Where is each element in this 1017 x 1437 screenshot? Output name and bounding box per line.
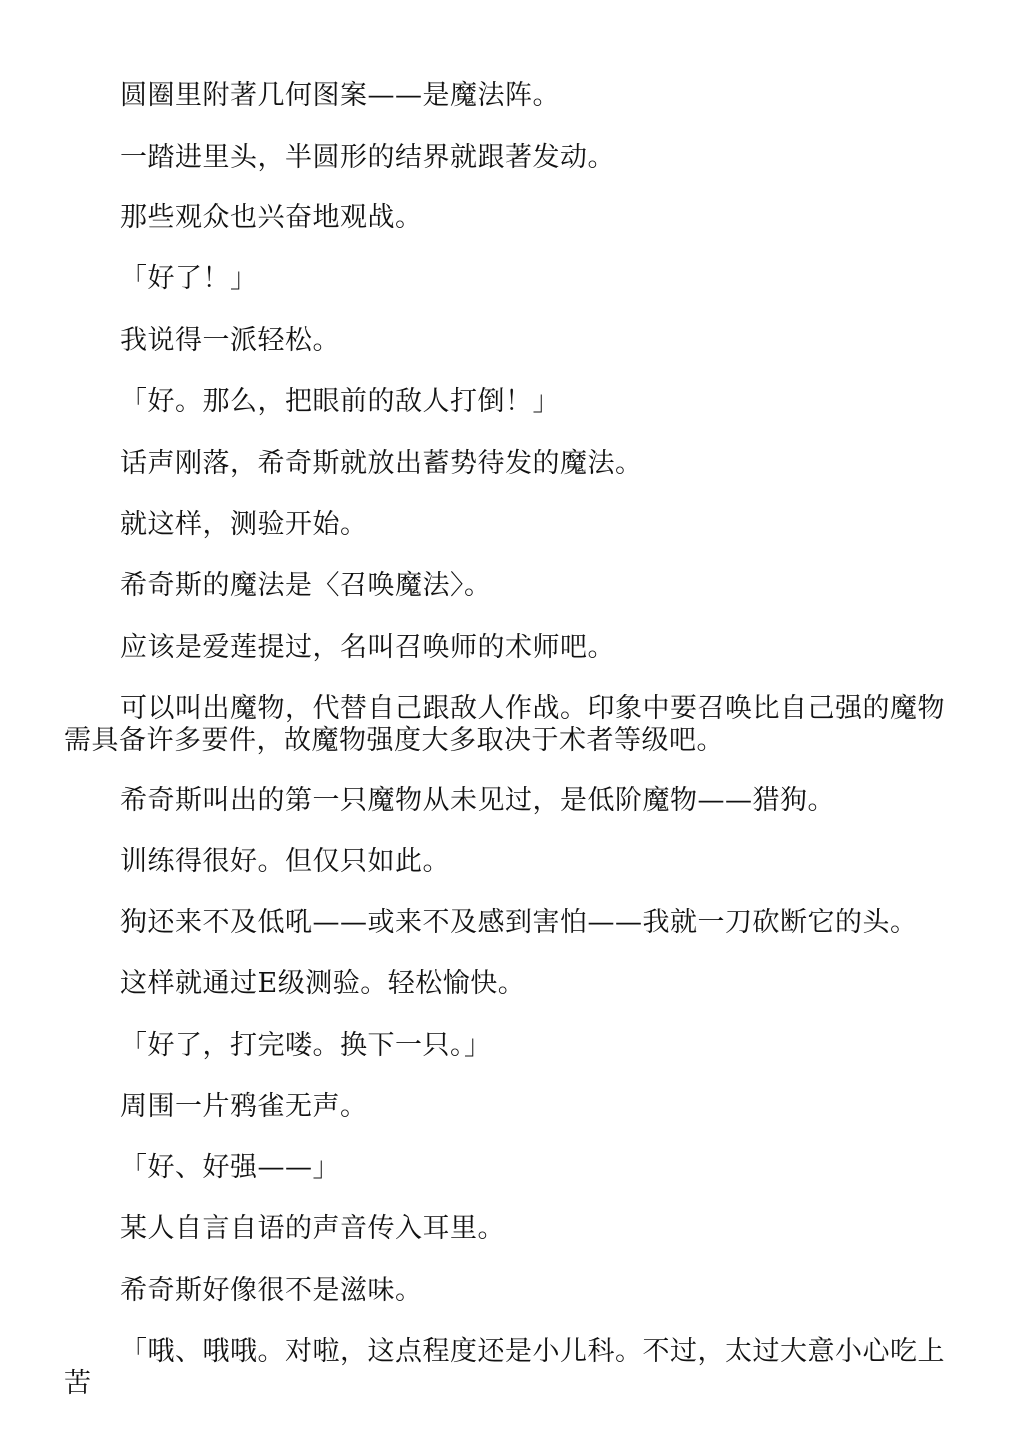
paragraph: 某人自言自语的声音传入耳里。: [120, 1213, 505, 1244]
paragraph: 那些观众也兴奋地观战。: [120, 202, 423, 233]
paragraph: 希奇斯的魔法是〈召唤魔法〉。: [120, 570, 492, 601]
paragraph: 我说得一派轻松。: [120, 325, 340, 356]
paragraph: 「好了！」: [120, 263, 258, 294]
paragraph: 「哦、哦哦。对啦，这点程度还是小儿科。不过，太过大意小心吃上苦: [64, 1336, 945, 1399]
paragraph: 就这样，测验开始。: [120, 509, 368, 540]
paragraph: 周围一片鸦雀无声。: [120, 1091, 368, 1122]
paragraph: 可以叫出魔物，代替自己跟敌人作战。印象中要召唤比自己强的魔物需具备许多要件，故魔物强度大多取决于术者等级吧。: [64, 693, 945, 756]
paragraph: 话声刚落，希奇斯就放出蓄势待发的魔法。: [120, 448, 643, 479]
paragraph: 「好。那么，把眼前的敌人打倒！」: [120, 386, 560, 417]
paragraph: 「好、好强——」: [120, 1152, 340, 1183]
paragraph: 圆圈里附著几何图案——是魔法阵。: [120, 80, 560, 111]
paragraph: 训练得很好。但仅只如此。: [120, 846, 450, 877]
paragraph: 「好了，打完喽。换下一只。」: [120, 1030, 492, 1061]
paragraph: 应该是爱莲提过，名叫召唤师的术师吧。: [120, 632, 615, 663]
paragraph: 狗还来不及低吼——或来不及感到害怕——我就一刀砍断它的头。: [120, 907, 918, 938]
paragraph: 希奇斯好像很不是滋味。: [120, 1275, 423, 1306]
paragraph: 希奇斯叫出的第一只魔物从未见过，是低阶魔物——猎狗。: [120, 785, 835, 816]
paragraph: 这样就通过E级测验。轻松愉快。: [120, 968, 526, 999]
paragraph: 一踏进里头，半圆形的结界就跟著发动。: [120, 142, 615, 173]
